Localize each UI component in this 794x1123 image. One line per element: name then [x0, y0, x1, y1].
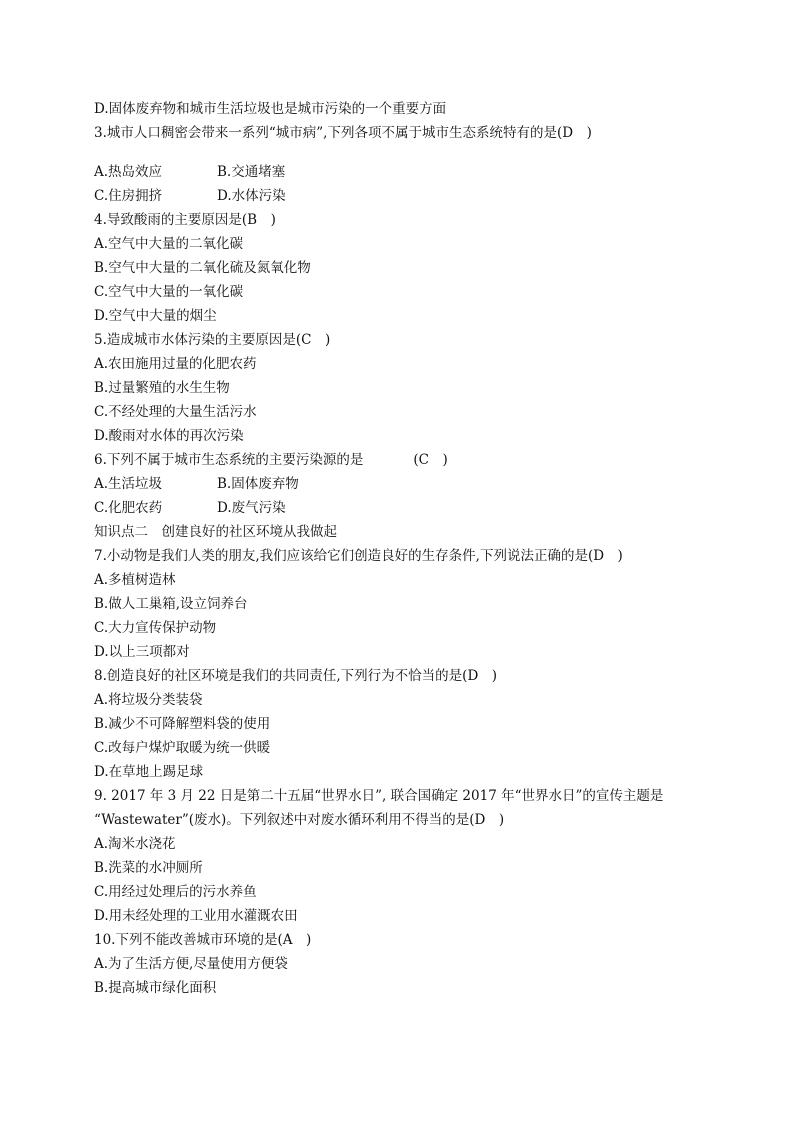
q9-option-a: A.淘米水浇花 [94, 836, 176, 852]
q6-option-b: B.固体废弃物 [217, 476, 299, 492]
spacer [94, 145, 714, 160]
q3-option-a: A.热岛效应 [94, 164, 163, 180]
q9-option-b: B.洗菜的水冲厕所 [94, 860, 203, 876]
q4-option-a: A.空气中大量的二氧化碳 [94, 236, 244, 252]
q7-option-b: B.做人工巢箱,设立饲养台 [94, 596, 248, 612]
q4-option-b: B.空气中大量的二氧化硫及氮氧化物 [94, 260, 311, 276]
q3-option-d: D.水体污染 [217, 188, 286, 204]
q10-option-a: A.为了生活方便,尽量使用方便袋 [94, 956, 288, 972]
question-10: 10.下列不能改善城市环境的是(A ) [94, 932, 312, 948]
q3-option-b: B.交通堵塞 [217, 164, 286, 180]
q7-option-c: C.大力宣传保护动物 [94, 620, 217, 636]
q6-option-c: C.化肥农药 [94, 500, 163, 516]
q8-option-b: B.减少不可降解塑料袋的使用 [94, 716, 271, 732]
question-4: 4.导致酸雨的主要原因是(B ) [94, 212, 276, 228]
q9-option-c: C.用经过处理后的污水养鱼 [94, 884, 257, 900]
q3-options-row-2 [94, 184, 714, 208]
question-7: 7.小动物是我们人类的朋友,我们应该给它们创造良好的生存条件,下列说法正确的是(D ) [94, 548, 623, 564]
q8-option-a: A.将垃圾分类装袋 [94, 692, 203, 708]
q3-option-c: C.住房拥挤 [94, 188, 163, 204]
q6-option-a: A.生活垃圾 [94, 476, 163, 492]
q5-option-b: B.过量繁殖的水生生物 [94, 380, 230, 396]
section-heading-2: 知识点二 创建良好的社区环境从我做起 [94, 524, 337, 540]
question-6: 6.下列不属于城市生态系统的主要污染源的是 [94, 452, 364, 468]
q6-options-row-1 [94, 472, 714, 496]
q7-option-d: D.以上三项都对 [94, 644, 190, 660]
question-list [94, 97, 714, 1000]
q10-option-b: B.提高城市绿化面积 [94, 980, 217, 996]
question-5: 5.造成城市水体污染的主要原因是(C ) [94, 332, 331, 348]
q2-option-d: D.固体废弃物和城市生活垃圾也是城市污染的一个重要方面 [94, 101, 447, 117]
question-9-line-1: 9. 2017 年 3 月 22 日是第二十五届“世界水日”, 联合国确定 2017 年“世界水日”的宣传主题是 [94, 788, 664, 804]
question-3: 3.城市人口稠密会带来一系列“城市病”,下列各项不属于城市生态系统特有的是(D ) [94, 125, 592, 141]
q5-option-c: C.不经处理的大量生活污水 [94, 404, 257, 420]
q8-option-d: D.在草地上踢足球 [94, 764, 204, 780]
question-6-row [94, 448, 714, 472]
question-9-line-2: “Wastewater”(废水)。下列叙述中对废水循环利用不得当的是(D ) [94, 812, 505, 828]
q4-option-d: D.空气中大量的烟尘 [94, 308, 217, 324]
q4-option-c: C.空气中大量的一氧化碳 [94, 284, 244, 300]
q8-option-c: C.改每户煤炉取暖为统一供暖 [94, 740, 271, 756]
q6-answer: (C ) [413, 452, 448, 468]
q7-option-a: A.多植树造林 [94, 572, 176, 588]
q6-options-row-2 [94, 496, 714, 520]
q5-option-d: D.酸雨对水体的再次污染 [94, 428, 244, 444]
question-8: 8.创造良好的社区环境是我们的共同责任,下列行为不恰当的是(D ) [94, 668, 498, 684]
q3-options-row-1 [94, 160, 714, 184]
q6-option-d: D.废气污染 [217, 500, 286, 516]
q5-option-a: A.农田施用过量的化肥农药 [94, 356, 257, 372]
q9-option-d: D.用未经处理的工业用水灌溉农田 [94, 908, 298, 924]
